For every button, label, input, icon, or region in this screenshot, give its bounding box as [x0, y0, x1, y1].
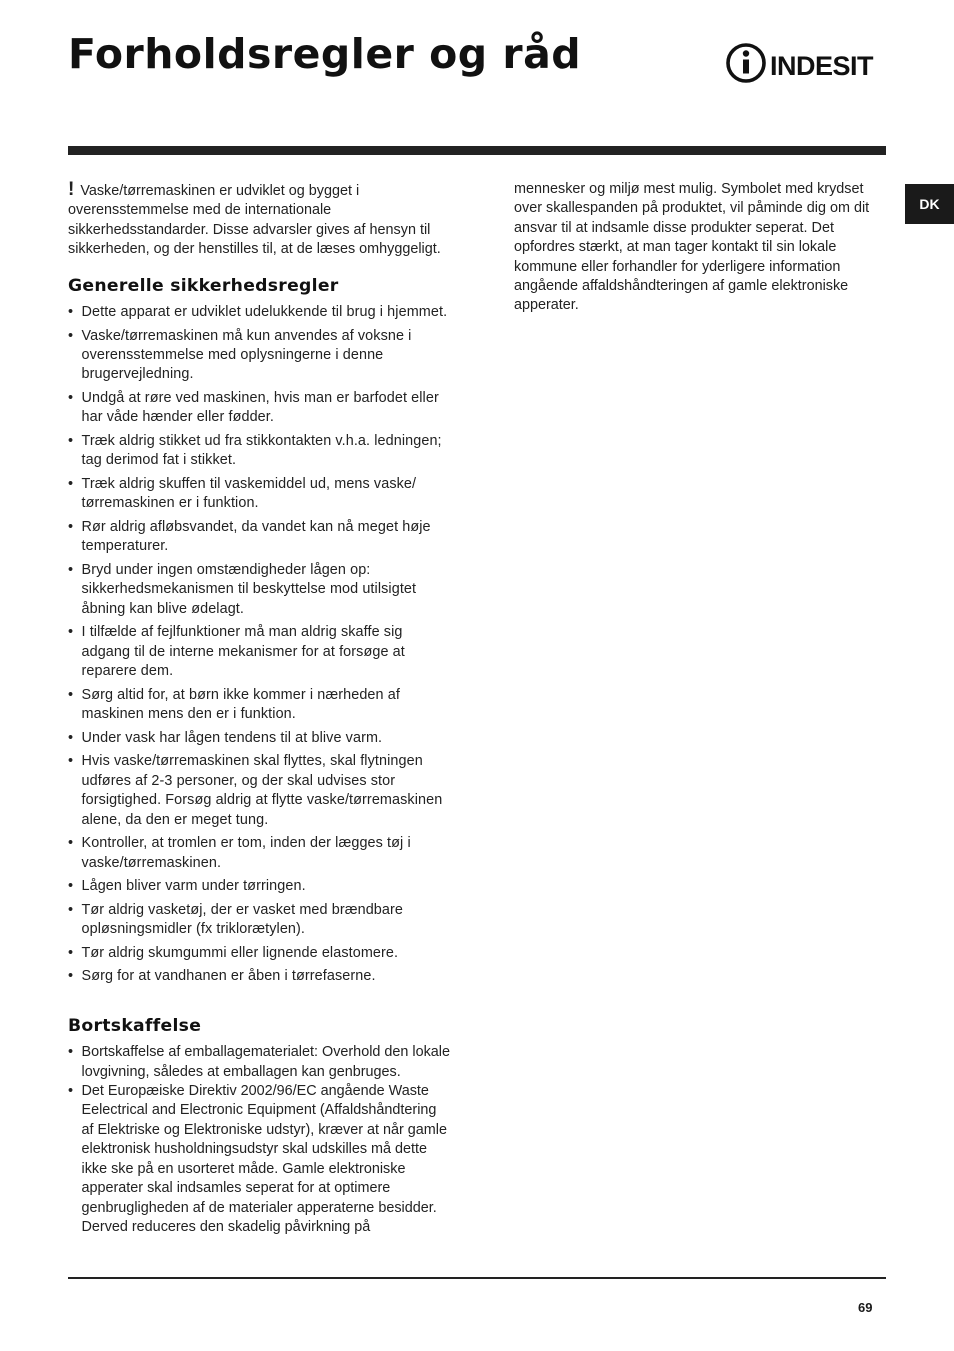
list-item: • Vaske/tørremaskinen må kun anvendes af voksne i overensstemmelse med oplysningerne i denne brugervejledning. — [68, 327, 412, 383]
list-item: • Lågen bliver varm under tørringen. — [68, 878, 306, 895]
intro-warning — [68, 180, 452, 260]
disposal-heading: Bortskaffelse — [68, 1015, 202, 1036]
brand-name: INDESIT — [770, 51, 874, 81]
right-column — [514, 180, 888, 316]
list-item: • Bryd under ingen omstændigheder lågen op: sikkerhedsmekanismen til beskyttelse mod utilsigtet åbning kan blive ødelagt. — [68, 562, 417, 617]
list-item: • Tør aldrig skumgummi eller lignende elastomere. — [68, 944, 399, 961]
list-item: • Sørg altid for, at børn ikke kommer i nærheden af maskinen mens den er i funktion. — [68, 686, 400, 723]
list-item: • Undgå at røre ved maskinen, hvis man er barfodet eller har våde hænder eller fødder. — [68, 390, 439, 426]
page-number: 69 — [858, 1300, 873, 1315]
list-item: • Under vask har lågen tendens til at blive varm. — [68, 729, 383, 746]
list-item: • Tør aldrig vasketøj, der er vasket med brændbare opløsningsmidler (fx triklorætylen). — [68, 901, 404, 938]
intro-text: Vaske/tørremaskinen er udviklet og bygget i overensstemmelse med de internationale sikkerhedsstandarder. Disse advarsler gives af hensyn til sikkerheden, og der henstilles til, at de læses omhyggeligt. — [68, 183, 441, 258]
list-item: • Det Europæiske Direktiv 2002/96/EC angående Waste Eelectrical and Electronic Equipment (Affaldshåndtering af Elektriske og Elektroniske udstyr), kræver at når gamle elektronisk husholdningsudstyr skal udskilles må dette ikke ske på en usorteret måde. Gamle elektroniske apperater skal indsamles seperat for at optimere genbrugligheden af de materialer apperaterne besidder. Derved reduceres den skadelig påvirkning på — [68, 1083, 447, 1235]
disposal-list — [68, 1043, 452, 1237]
list-item: • Træk aldrig skuffen til vaskemiddel ud, mens vaske/ tørremaskinen er i funktion. — [68, 476, 417, 512]
left-column — [68, 180, 452, 1237]
safety-list — [68, 303, 452, 987]
list-item: • Bortskaffelse af emballagematerialet: Overhold den lokale lovgivning, således at emballagen kan genbruges. — [68, 1044, 450, 1080]
footer-rule — [68, 1277, 886, 1279]
list-item: • Træk aldrig stikket ud fra stikkontakten v.h.a. ledningen; tag derimod fat i stikket. — [68, 433, 442, 469]
list-item: • Kontroller, at tromlen er tom, inden der lægges tøj i vaske/tørremaskinen. — [68, 835, 411, 871]
list-item: • Rør aldrig afløbsvandet, da vandet kan nå meget høje temperaturer. — [68, 519, 431, 555]
page-title: Forholdsregler og råd — [68, 30, 582, 78]
warning-icon: ! — [68, 179, 75, 200]
list-item: • Dette apparat er udviklet udelukkende til brug i hjemmet. — [68, 304, 448, 321]
disposal-continuation: mennesker og miljø mest mulig. Symbolet med krydset over skallespanden på produktet, vil påminde dig om dit ansvar til at indsamle disse produkter seperat. Det opfordres stærkt, at man tager kontakt til sin lokale kommune eller forhandler for yderligere information angående affaldshåndteringen af gamle elektroniske apperater. — [514, 181, 870, 314]
list-item: • I tilfælde af fejlfunktioner må man aldrig skaffe sig adgang til de interne mekanismer for at forsøge at reparere dem. — [68, 624, 405, 680]
header-rule — [68, 146, 886, 155]
safety-heading: Generelle sikkerhedsregler — [68, 275, 339, 296]
list-item: • Hvis vaske/tørremaskinen skal flyttes, skal flytningen udføres af 2-3 personer, og der skal udvises stor forsigtighed. Forsøg aldrig at flytte vaske/tørremaskinen alene, da den er meget tung. — [68, 753, 443, 828]
indesit-logo — [726, 42, 886, 84]
language-code: DK — [919, 196, 940, 212]
language-tab — [905, 184, 954, 224]
list-item: • Sørg for at vandhanen er åben i tørrefaserne. — [68, 968, 376, 985]
